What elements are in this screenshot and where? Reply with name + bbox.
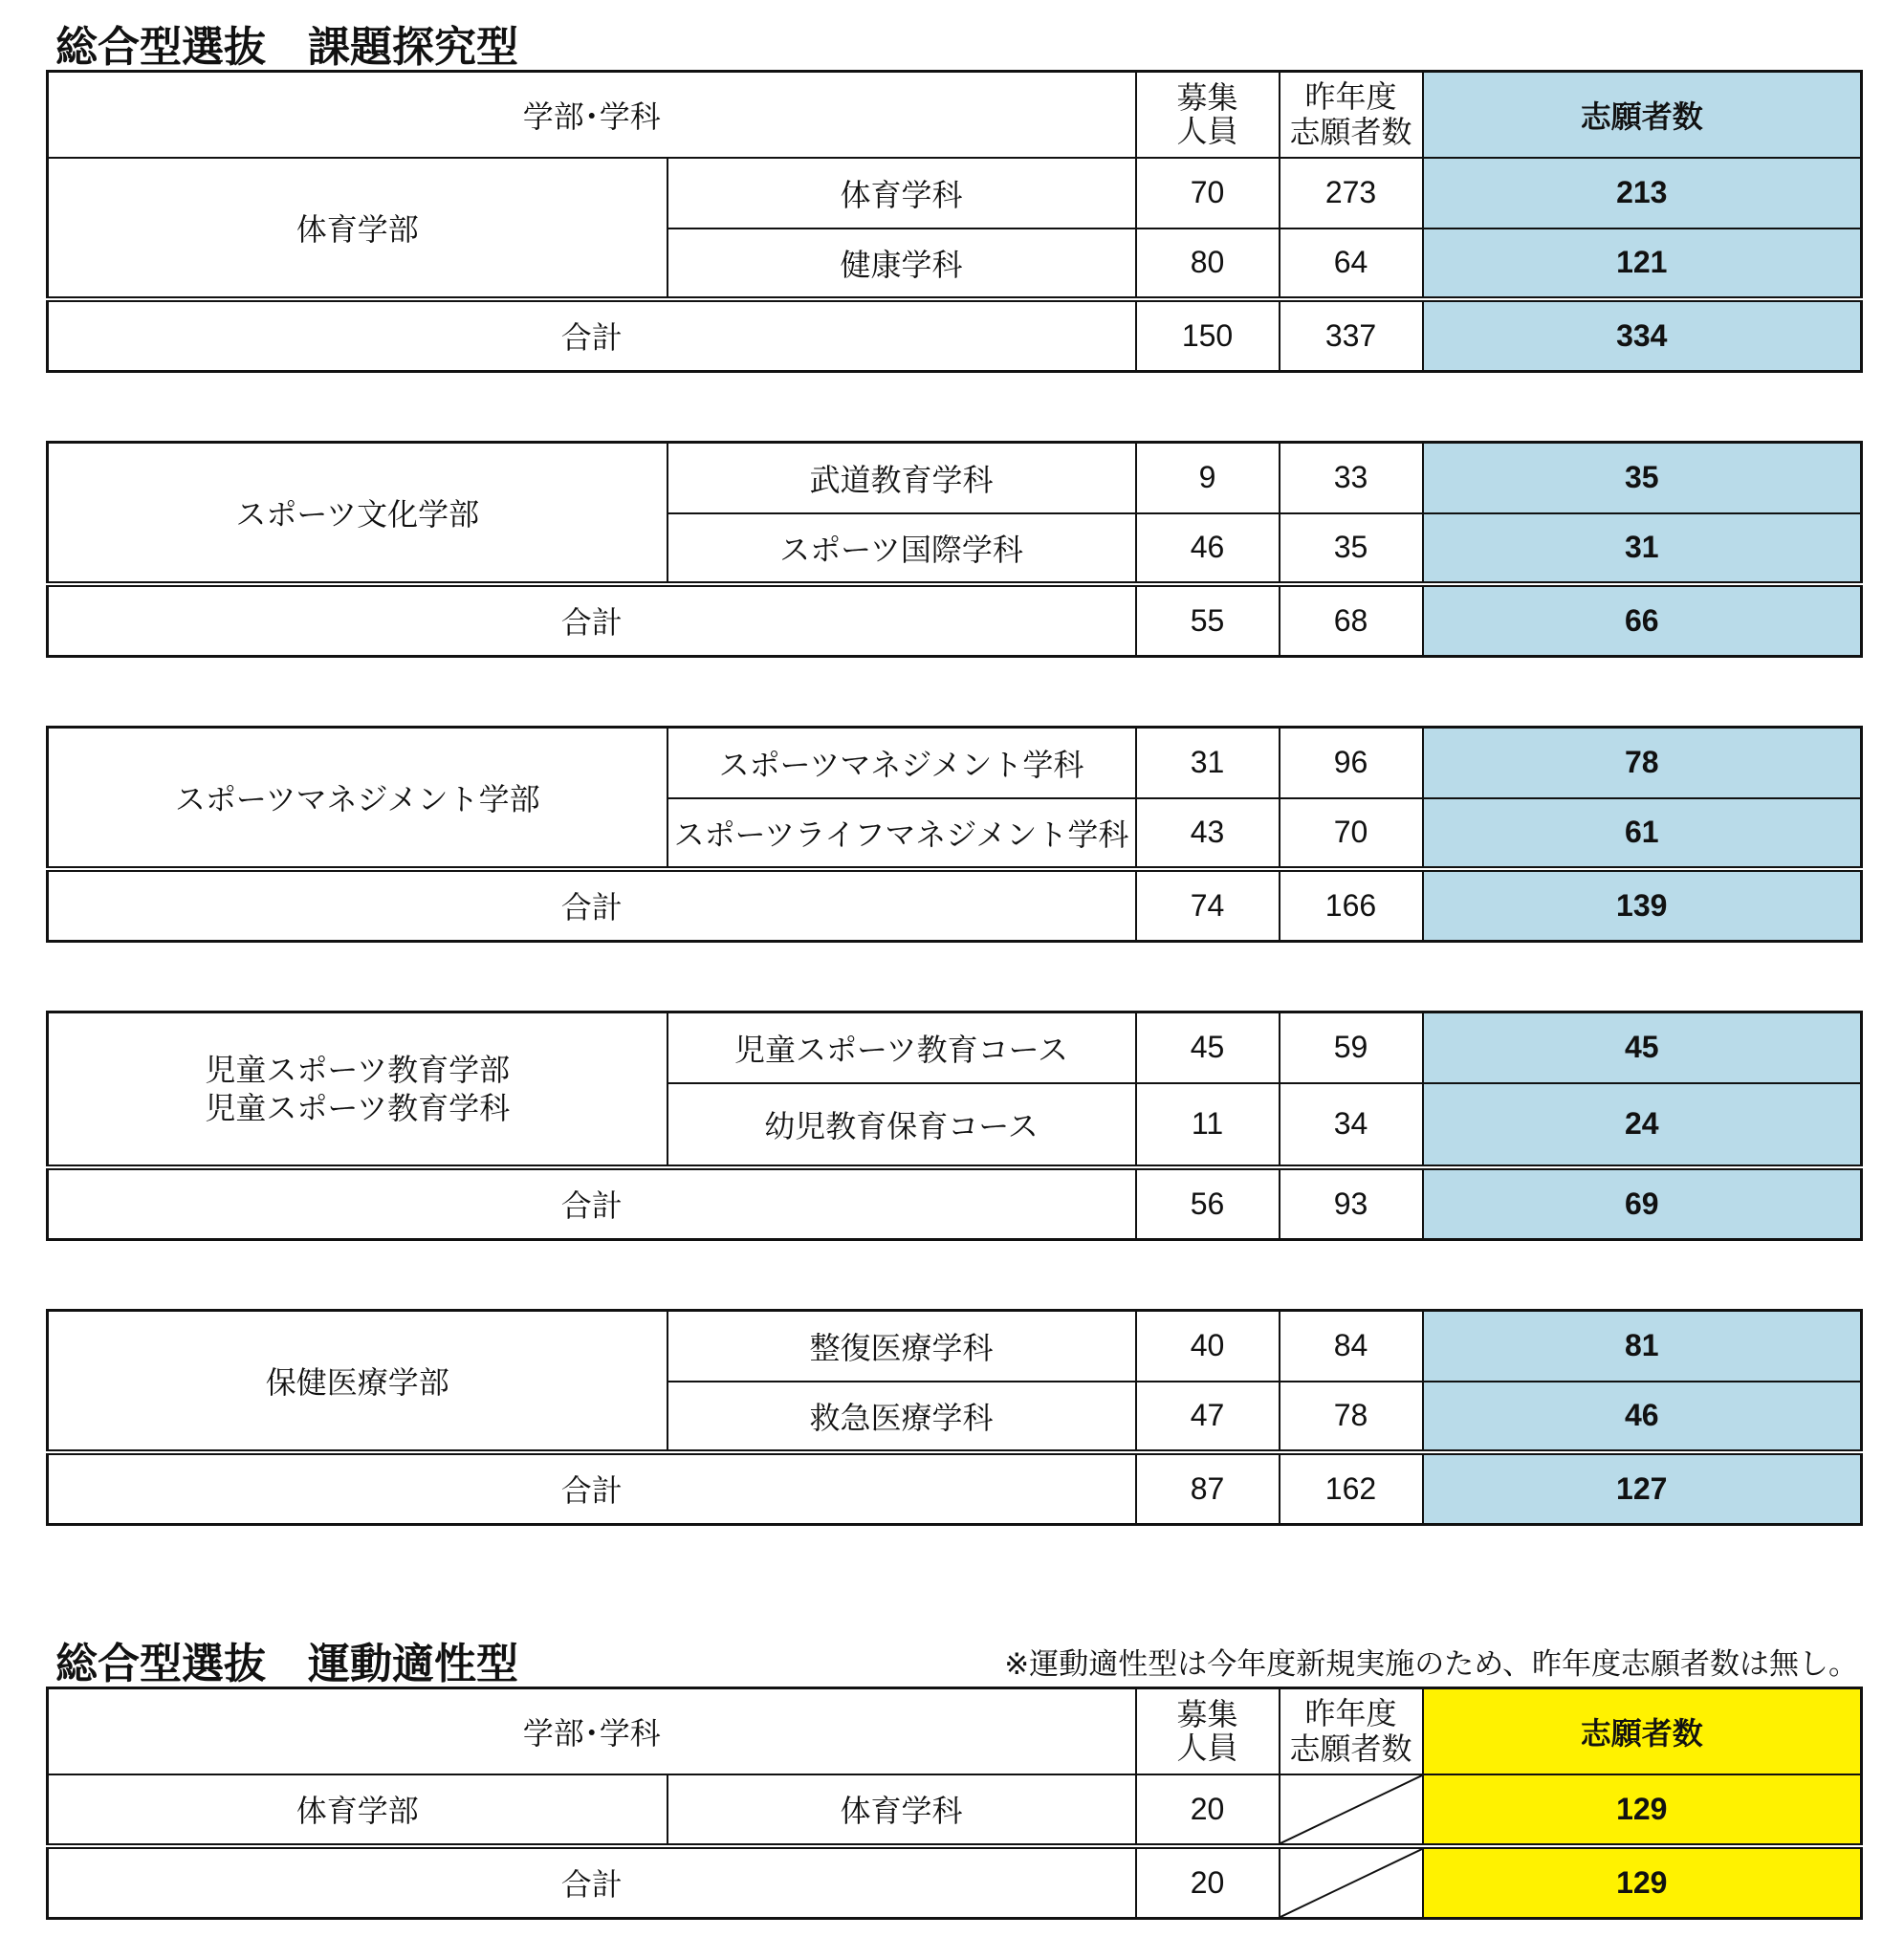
header-applicants: 志願者数 (1423, 72, 1862, 158)
total-applicants: 129 (1423, 1846, 1862, 1919)
last-year-cell: 59 (1280, 1012, 1423, 1083)
total-quota: 74 (1136, 869, 1280, 942)
faculty-cell: スポーツ文化学部 (48, 443, 667, 584)
applicants-cell: 129 (1423, 1774, 1862, 1846)
table-group-2 (46, 441, 1863, 658)
header-quota: 募集 人員 (1136, 72, 1280, 158)
table-group-3 (46, 726, 1863, 943)
total-quota: 55 (1136, 584, 1280, 657)
diagonal-slash-icon (1280, 1849, 1422, 1917)
last-year-cell: 35 (1280, 513, 1423, 584)
total-label: 合計 (48, 299, 1136, 372)
dept-cell: スポーツライフマネジメント学科 (667, 798, 1136, 869)
applicants-cell: 31 (1423, 513, 1862, 584)
applicants-cell: 35 (1423, 443, 1862, 513)
applicants-cell: 121 (1423, 229, 1862, 299)
dept-cell: スポーツマネジメント学科 (667, 728, 1136, 798)
quota-cell: 43 (1136, 798, 1280, 869)
table-row (48, 443, 1862, 513)
header-quota: 募集 人員 (1136, 1688, 1280, 1774)
dept-cell: 体育学科 (667, 158, 1136, 229)
faculty-cell: 体育学部 (48, 1774, 667, 1846)
total-last-year: 68 (1280, 584, 1423, 657)
last-year-empty-cell (1280, 1774, 1423, 1846)
total-label: 合計 (48, 1452, 1136, 1525)
dept-cell: 武道教育学科 (667, 443, 1136, 513)
applicants-cell: 46 (1423, 1382, 1862, 1452)
section1-title: 総合型選抜 課題探究型 (55, 23, 518, 72)
total-label: 合計 (48, 1167, 1136, 1240)
last-year-cell: 84 (1280, 1311, 1423, 1382)
total-row (48, 1452, 1862, 1525)
total-last-year: 162 (1280, 1452, 1423, 1525)
header-row (48, 1688, 1862, 1774)
total-applicants: 66 (1423, 584, 1862, 657)
dept-cell: 児童スポーツ教育コース (667, 1012, 1136, 1083)
header-last-year: 昨年度 志願者数 (1280, 72, 1423, 158)
table-row (48, 1311, 1862, 1382)
total-last-year: 337 (1280, 299, 1423, 372)
quota-cell: 31 (1136, 728, 1280, 798)
header-dept: 学部･学科 (48, 1688, 1136, 1774)
quota-cell: 40 (1136, 1311, 1280, 1382)
table-row (48, 728, 1862, 798)
header-applicants: 志願者数 (1423, 1688, 1862, 1774)
total-applicants: 139 (1423, 869, 1862, 942)
header-dept: 学部･学科 (48, 72, 1136, 158)
applicants-cell: 45 (1423, 1012, 1862, 1083)
total-quota: 56 (1136, 1167, 1280, 1240)
total-row (48, 584, 1862, 657)
applicants-cell: 213 (1423, 158, 1862, 229)
table-group-4 (46, 1011, 1863, 1241)
total-label: 合計 (48, 584, 1136, 657)
dept-cell: 救急医療学科 (667, 1382, 1136, 1452)
total-quota: 20 (1136, 1846, 1280, 1919)
last-year-cell: 96 (1280, 728, 1423, 798)
table-section2 (46, 1687, 1863, 1920)
total-applicants: 69 (1423, 1167, 1862, 1240)
faculty-cell: 体育学部 (48, 158, 667, 299)
last-year-cell: 33 (1280, 443, 1423, 513)
dept-cell: 体育学科 (667, 1774, 1136, 1846)
total-applicants: 334 (1423, 299, 1862, 372)
quota-cell: 20 (1136, 1774, 1280, 1846)
dept-cell: 幼児教育保育コース (667, 1083, 1136, 1167)
total-row (48, 869, 1862, 942)
header-row (48, 72, 1862, 158)
quota-cell: 47 (1136, 1382, 1280, 1452)
total-last-year: 166 (1280, 869, 1423, 942)
total-row (48, 1167, 1862, 1240)
total-label: 合計 (48, 1846, 1136, 1919)
last-year-cell: 273 (1280, 158, 1423, 229)
total-applicants: 127 (1423, 1452, 1862, 1525)
faculty-cell: スポーツマネジメント学部 (48, 728, 667, 869)
table-row (48, 1012, 1862, 1083)
faculty-cell: 児童スポーツ教育学部 児童スポーツ教育学科 (48, 1012, 667, 1167)
dept-cell: 健康学科 (667, 229, 1136, 299)
dept-cell: スポーツ国際学科 (667, 513, 1136, 584)
section2-title: 総合型選抜 運動適性型 (55, 1640, 518, 1688)
diagonal-slash-icon (1280, 1775, 1422, 1843)
last-year-cell: 64 (1280, 229, 1423, 299)
last-year-cell: 78 (1280, 1382, 1423, 1452)
quota-cell: 46 (1136, 513, 1280, 584)
table-row (48, 158, 1862, 229)
quota-cell: 45 (1136, 1012, 1280, 1083)
faculty-cell: 保健医療学部 (48, 1311, 667, 1452)
quota-cell: 70 (1136, 158, 1280, 229)
quota-cell: 9 (1136, 443, 1280, 513)
quota-cell: 80 (1136, 229, 1280, 299)
table-row (48, 1774, 1862, 1846)
applicants-cell: 78 (1423, 728, 1862, 798)
total-quota: 87 (1136, 1452, 1280, 1525)
applicants-cell: 24 (1423, 1083, 1862, 1167)
dept-cell: 整復医療学科 (667, 1311, 1136, 1382)
total-last-year: 93 (1280, 1167, 1423, 1240)
total-row (48, 299, 1862, 372)
table-group-1 (46, 70, 1863, 373)
last-year-cell: 70 (1280, 798, 1423, 869)
total-last-year-empty-cell (1280, 1846, 1423, 1919)
total-row (48, 1846, 1862, 1919)
applicants-cell: 81 (1423, 1311, 1862, 1382)
last-year-cell: 34 (1280, 1083, 1423, 1167)
applicants-cell: 61 (1423, 798, 1862, 869)
quota-cell: 11 (1136, 1083, 1280, 1167)
table-group-5 (46, 1309, 1863, 1526)
header-last-year: 昨年度 志願者数 (1280, 1688, 1423, 1774)
section2-note: ※運動適性型は今年度新規実施のため、昨年度志願者数は無し。 (1004, 1647, 1858, 1682)
total-quota: 150 (1136, 299, 1280, 372)
total-label: 合計 (48, 869, 1136, 942)
